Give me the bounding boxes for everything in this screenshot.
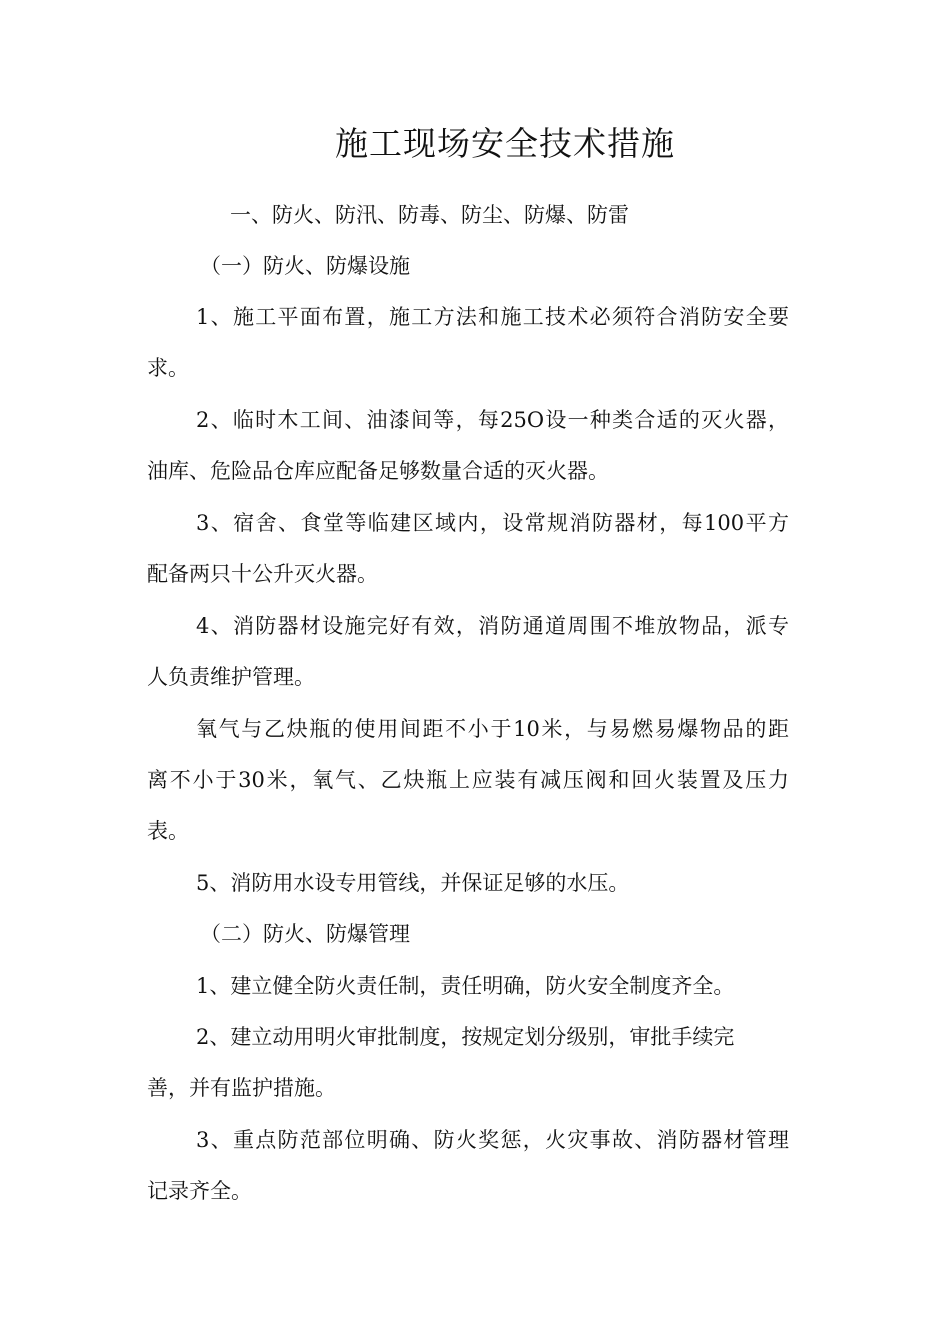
paragraph-2-line-1: 2、临时木工间、油漆间等，每25O设一种类合适的灭火器，	[196, 408, 789, 432]
paragraph-2-line-2: 油库、危险品仓库应配备足够数量合适的灭火器。	[147, 459, 609, 483]
paragraph-5-line-3: 表。	[147, 819, 189, 843]
management-item-3-line-1: 3、重点防范部位明确、防火奖惩，火灾事故、消防器材管理	[196, 1128, 789, 1152]
paragraph-1-line-1: 1、施工平面布置，施工方法和施工技术必须符合消防安全要	[196, 305, 789, 329]
paragraph-3-line-2: 配备两只十公升灭火器。	[147, 562, 378, 586]
management-item-2-line-2: 善，并有监护措施。	[147, 1076, 336, 1100]
management-item-3-line-2: 记录齐全。	[147, 1179, 252, 1203]
management-item-1: 1、建立健全防火责任制，责任明确，防火安全制度齐全。	[196, 974, 735, 998]
paragraph-4-line-1: 4、消防器材设施完好有效，消防通道周围不堆放物品，派专	[196, 614, 789, 638]
document-title: 施工现场安全技术措施	[335, 124, 675, 163]
subsection-heading-2: （二）防火、防爆管理	[200, 922, 410, 946]
section-heading-1: 一、防火、防汛、防毒、防尘、防爆、防雷	[230, 203, 629, 227]
paragraph-5-line-1: 氧气与乙炔瓶的使用间距不小于10米，与易燃易爆物品的距	[196, 717, 789, 741]
paragraph-3-line-1: 3、宿舍、食堂等临建区域内，设常规消防器材，每100平方	[196, 511, 789, 535]
paragraph-6-line-1: 5、消防用水设专用管线，并保证足够的水压。	[196, 871, 630, 895]
paragraph-5-line-2: 离不小于30米，氧气、乙炔瓶上应装有减压阀和回火装置及压力	[147, 768, 789, 792]
paragraph-1-line-2: 求。	[147, 356, 189, 380]
subsection-heading-1: （一）防火、防爆设施	[200, 254, 410, 278]
management-item-2-line-1: 2、建立动用明火审批制度，按规定划分级别，审批手续完	[196, 1025, 735, 1049]
paragraph-4-line-2: 人负责维护管理。	[147, 665, 315, 689]
